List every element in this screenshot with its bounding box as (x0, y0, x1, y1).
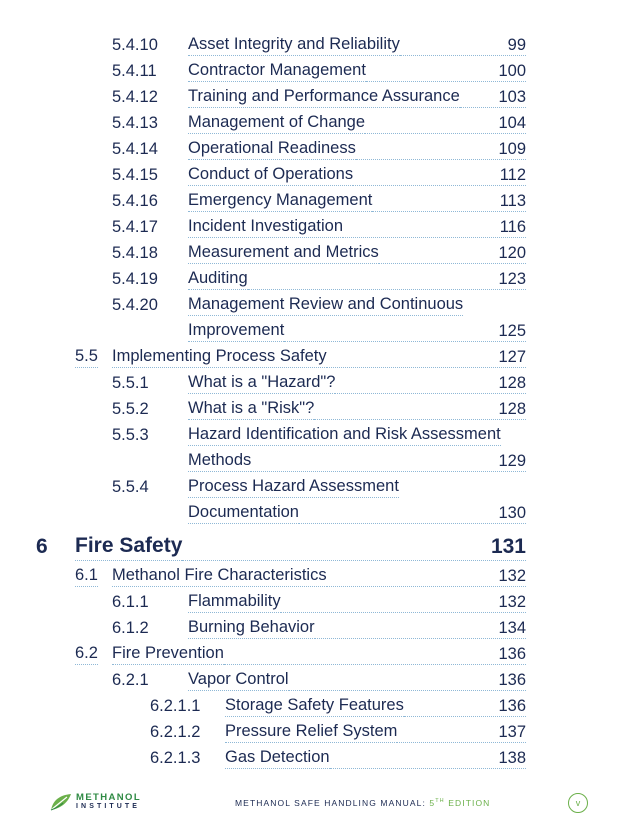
toc-entry-title: Improvement (188, 319, 284, 342)
toc-entry[interactable] (0, 33, 638, 57)
toc-entry-title: Management of Change (188, 111, 365, 134)
manual-title (235, 798, 490, 808)
toc-entry-number: 5.4.11 (112, 62, 157, 80)
toc-entry-number: 5.4.19 (112, 270, 158, 288)
toc-entry[interactable] (0, 746, 638, 770)
toc-entry-number: 5.4.13 (112, 114, 158, 132)
toc-entry[interactable] (0, 616, 638, 640)
toc-entry[interactable] (0, 345, 638, 369)
toc-entry-title: Contractor Management (188, 59, 366, 82)
toc-entry-number: 5.4.15 (112, 166, 158, 184)
toc-entry[interactable] (0, 694, 638, 718)
toc-entry-title: Emergency Management (188, 189, 372, 212)
dotted-leader (284, 319, 526, 342)
toc-entry-number: 6.1.2 (112, 619, 149, 637)
toc-entry-title: Pressure Relief System (225, 720, 397, 743)
dotted-leader (327, 564, 526, 587)
toc-entry-number: 5.5.4 (112, 478, 149, 496)
toc-entry-number: 5.5.2 (112, 400, 149, 418)
toc-entry-page: 134 (498, 619, 526, 637)
toc-entry-title: Storage Safety Features (225, 694, 404, 717)
toc-entry[interactable] (0, 163, 638, 187)
toc-entry-page: 132 (498, 567, 526, 585)
toc-entry-number: 5.4.20 (112, 296, 158, 314)
toc-entry-title: Methanol Fire Characteristics (112, 564, 327, 587)
page-footer (0, 788, 638, 818)
toc-entry-title: Asset Integrity and Reliability (188, 33, 400, 56)
toc-entry-number: 6.2.1.1 (150, 697, 201, 715)
toc-entry-title: Auditing (188, 267, 248, 290)
toc-entry[interactable] (0, 564, 638, 588)
toc-entry-number: 5.5 (75, 345, 98, 368)
toc-entry-number: 5.5.1 (112, 374, 149, 392)
toc-entry[interactable] (0, 642, 638, 666)
toc-entry[interactable] (0, 241, 638, 265)
dotted-leader (289, 668, 526, 691)
toc-entry-page: 131 (490, 535, 526, 558)
toc-entry-number: 6.2.1.2 (150, 723, 201, 741)
toc-entry-page: 136 (498, 671, 526, 689)
toc-entry-number: 5.4.10 (112, 36, 158, 54)
toc-entry-page: 125 (498, 322, 526, 340)
toc-entry[interactable] (0, 215, 638, 239)
toc-entry-title: Vapor Control (188, 668, 289, 691)
toc-entry-page: 130 (498, 504, 526, 522)
dotted-leader (248, 267, 526, 290)
toc-entry-page: 137 (498, 723, 526, 741)
toc-entry-title: Conduct of Operations (188, 163, 353, 186)
edition-number: 5 (429, 798, 436, 808)
toc-entry-number: 6.2 (75, 642, 98, 665)
toc-entry-page: 123 (498, 270, 526, 288)
toc-entry-title: What is a "Risk"? (188, 397, 314, 420)
toc-entry-page: 113 (499, 192, 526, 210)
dotted-leader (281, 590, 526, 613)
toc-entry-page: 129 (498, 452, 526, 470)
toc-entry-page: 138 (498, 749, 526, 767)
toc-entry[interactable] (0, 397, 638, 421)
toc-entry-page: 100 (498, 62, 526, 80)
toc-entry-page: 99 (507, 36, 526, 54)
toc-entry[interactable] (0, 423, 638, 447)
toc-entry-title: Measurement and Metrics (188, 241, 379, 264)
manual-title-text: METHANOL SAFE HANDLING MANUAL: (235, 798, 426, 808)
toc-entry[interactable] (0, 189, 638, 213)
logo-text-methanol: METHANOL (76, 792, 142, 803)
logo-text-institute: INSTITUTE (76, 803, 141, 810)
toc-entry[interactable] (0, 532, 638, 562)
edition-superscript: TH (435, 798, 445, 805)
toc-entry-title: Operational Readiness (188, 137, 356, 160)
toc-entry-page: 103 (498, 88, 526, 106)
dotted-leader (330, 746, 526, 769)
dotted-leader (182, 532, 526, 561)
dotted-leader (251, 449, 526, 472)
toc-entry-title: Implementing Process Safety (112, 345, 327, 368)
toc-entry[interactable] (0, 449, 638, 473)
edition-word: EDITION (448, 798, 491, 808)
toc-entry-title: Process Hazard Assessment (188, 475, 399, 498)
toc-entry[interactable] (0, 137, 638, 161)
toc-entry-title: Hazard Identification and Risk Assessment (188, 423, 501, 446)
toc-entry[interactable] (0, 319, 638, 343)
toc-entry[interactable] (0, 267, 638, 291)
toc-entry-title: Gas Detection (225, 746, 330, 769)
toc-entry[interactable] (0, 111, 638, 135)
toc-entry-page: 136 (498, 645, 526, 663)
toc-entry-page: 120 (498, 244, 526, 262)
toc-entry-title: Management Review and Continuous (188, 293, 463, 316)
toc-entry-number: 5.4.12 (112, 88, 158, 106)
toc-entry-page: 112 (499, 166, 526, 184)
toc-entry[interactable] (0, 590, 638, 614)
dotted-leader (335, 371, 526, 394)
toc-entry-page: 128 (498, 374, 526, 392)
dotted-leader (314, 397, 526, 420)
toc-entry-page: 109 (498, 140, 526, 158)
toc-entry-title: Training and Performance Assurance (188, 85, 460, 108)
toc-entry-number: 6.1 (75, 564, 98, 587)
toc-entry-page: 136 (498, 697, 526, 715)
toc-entry[interactable] (0, 475, 638, 499)
toc-entry-number: 5.4.14 (112, 140, 158, 158)
toc-entry[interactable] (0, 59, 638, 83)
toc-entry-title: Burning Behavior (188, 616, 315, 639)
toc-entry[interactable] (0, 371, 638, 395)
dotted-leader (224, 642, 526, 665)
toc-entry-number: 5.4.18 (112, 244, 158, 262)
toc-entry-page: 132 (498, 593, 526, 611)
dotted-leader (299, 501, 526, 524)
toc-entry-title: Fire Safety (75, 532, 182, 561)
toc-entry[interactable] (0, 293, 638, 317)
toc-entry-number: 6.1.1 (112, 593, 149, 611)
toc-entry-number: 6.2.1 (112, 671, 149, 689)
toc-entry-page: 128 (498, 400, 526, 418)
toc-entry-title: Incident Investigation (188, 215, 343, 238)
toc-entry-title: What is a "Hazard"? (188, 371, 335, 394)
toc-entry-title: Documentation (188, 501, 299, 524)
page-number: v (568, 793, 588, 813)
dotted-leader (315, 616, 526, 639)
dotted-leader (327, 345, 526, 368)
toc-entry[interactable] (0, 668, 638, 692)
leaf-logo-icon (50, 793, 72, 811)
toc-entry-number: 5.4.16 (112, 192, 158, 210)
toc-entry-page: 127 (498, 348, 526, 366)
toc-entry-page: 104 (498, 114, 526, 132)
toc-entry-title: Methods (188, 449, 251, 472)
toc-entry-title: Fire Prevention (112, 642, 224, 665)
toc-entry[interactable] (0, 720, 638, 744)
toc-entry-title: Flammability (188, 590, 281, 613)
toc-entry-number: 6.2.1.3 (150, 749, 201, 767)
toc-entry[interactable] (0, 501, 638, 525)
toc-entry-number: 5.4.17 (112, 218, 158, 236)
toc-entry-number: 5.5.3 (112, 426, 149, 444)
toc-entry[interactable] (0, 85, 638, 109)
toc-entry-page: 116 (499, 218, 526, 236)
dotted-leader (343, 215, 526, 238)
toc-entry-number: 6 (36, 535, 48, 558)
